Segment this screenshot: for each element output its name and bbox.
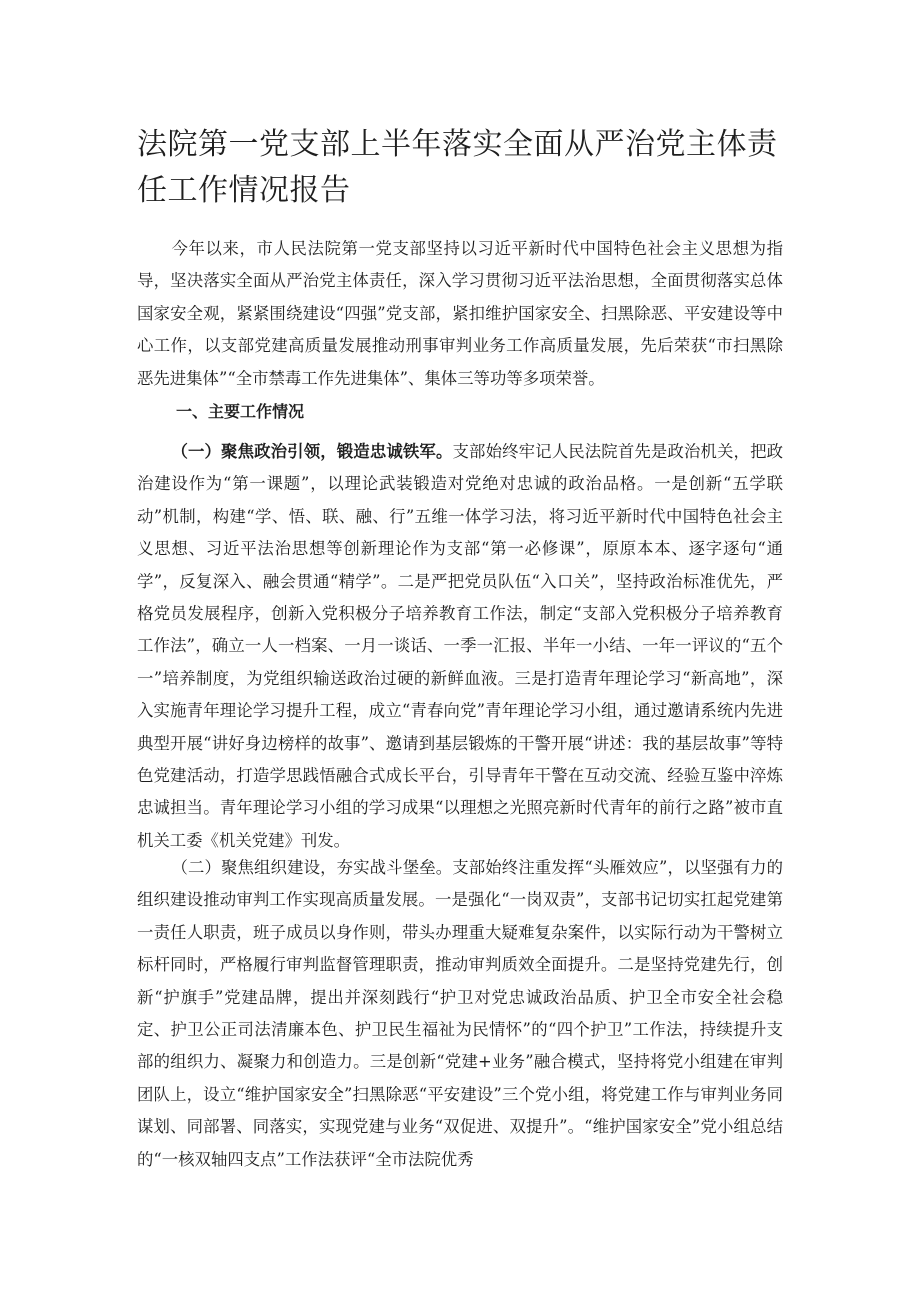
- item2-paragraph: （二）聚焦组织建设，夯实战斗堡垒。支部始终注重发挥“头雁效应”，以坚强有力的组织建设推动审判工作实现高质量发展。一是强化“一岗双责”，支部书记切实扛起党建第一责任人职责，班子成员以身作则，带头办理重大疑难复杂案件，以实际行动为干警树立标杆同时，严格履行审判监督管理职责，推动审判质效全面提升。二是坚持党建先行，创新“护旗手”党建品牌，提出并深刻践行“护卫对党忠诚政治品质、护卫全市安全社会稳定、护卫公正司法清廉本色、护卫民生福祉为民情怀”的“四个护卫”工作法，持续提升支部的组织力、凝聚力和创造力。三是创新“党建+业务”融合模式，坚持将党小组建在审判团队上，设立“维护国家安全”扫黑除恶“平安建设”三个党小组，将党建工作与审判业务同谋划、同部署、同落实，实现党建与业务“双促进、双提升”。“维护国家安全”党小组总结的“一核双轴四支点”工作法获评“全市法院优秀: [137, 858, 783, 1169]
- item1-lead: （一）聚焦政治引领，锻造忠诚铁军。: [171, 442, 453, 461]
- section-heading: 一、主要工作情况: [176, 402, 305, 421]
- item1-body: 支部始终牢记人民法院首先是政治机关，把政治建设作为“第一课题”，以理论武装锻造对党绝对忠诚的政治品格。一是创新“五学联动”机制，构建“学、悟、联、融、行”五维一体学习法，将习近平新时代中国特色社会主义思想、习近平法治思想等创新理论作为支部“第一必修课”，原原本本、逐字逐句“通学”，反复深入、融会贯通“精学”。二是严把党员队伍“入口关”，坚持政治标准优先，严格党员发展程序，创新入党积极分子培养教育工作法，制定“支部入党积极分子培养教育工作法”，确立一人一档案、一月一谈话、一季一汇报、半年一小结、一年一评议的“五个一”培养制度，为党组织输送政治过硬的新鲜血液。三是打造青年理论学习“新高地”，深入实施青年理论学习提升工程，成立“青春向党”青年理论学习小组，通过邀请系统内先进典型开展“讲好身边榜样的故事”、邀请到基层锻炼的干警开展“讲述：我的基层故事”等特色党建活动，打造学思践悟融合式成长平台，引导青年干警在互动交流、经验互鉴中淬炼忠诚担当。青年理论学习小组的学习成果“以理想之光照亮新时代青年的前行之路”被市直机关工委《机关党建》刊发。: [137, 442, 784, 850]
- document-title: 法院第一党支部上半年落实全面从严治党主体责任工作情况报告: [137, 127, 778, 208]
- intro-paragraph: 今年以来，市人民法院第一党支部坚持以习近平新时代中国特色社会主义思想为指导，坚决落实全面从严治党主体责任，深入学习贯彻习近平法治思想，全面贯彻落实总体国家安全观，紧紧围绕建设“四强”党支部，紧扣维护国家安全、扫黑除恶、平安建设等中心工作，以支部党建高质量发展推动刑事审判业务工作高质量发展，先后荣获“市扫黑除恶先进集体”“全市禁毒工作先进集体”、集体三等功等多项荣誉。: [137, 239, 783, 388]
- item1-paragraph: [137, 436, 783, 857]
